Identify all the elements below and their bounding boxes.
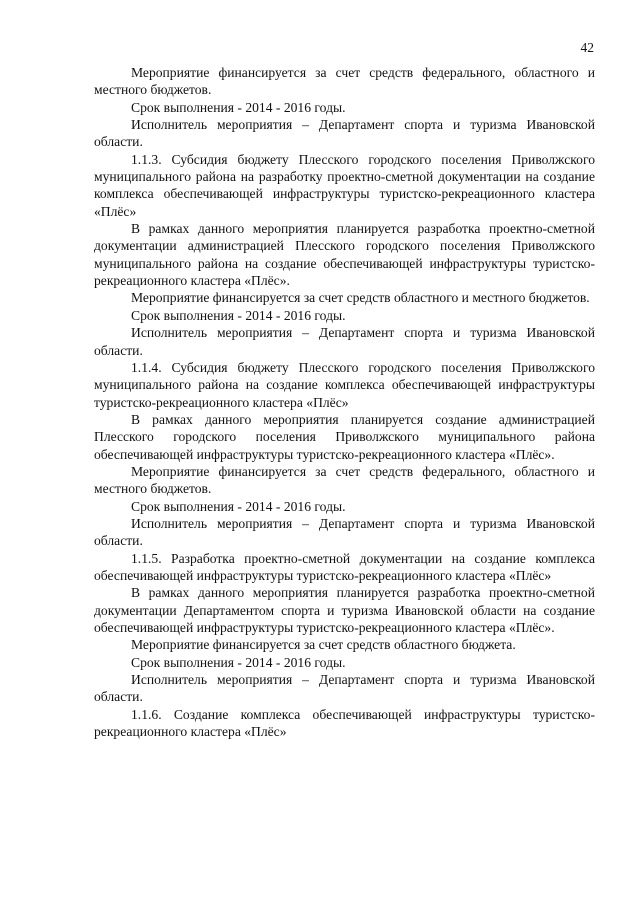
paragraph-item-1-1-5: 1.1.5. Разработка проектно-сметной документации на создание комплекса обеспечивающей инфраструктуры туристско-рекреационного кластера «Плёс» [94, 550, 595, 583]
page-number: 42 [580, 40, 594, 55]
paragraph-executor-2: Исполнитель мероприятия – Департамент спорта и туризма Ивановской области. [94, 325, 595, 358]
paragraph-description-1-1-3: В рамках данного мероприятия планируется разработка проектно-сметной документации администрацией Плесского городского поселения Приволжского муниципального района на создание обеспечивающей инфраструктуры туристско-рекреационного кластера «Плёс». [94, 221, 595, 289]
paragraph-description-1-1-4: В рамках данного мероприятия планируется создание администрацией Плесского городского поселения Приволжского муниципального района обеспечивающей инфраструктуры туристско-рекреационного кластера «Плёс». [94, 411, 595, 462]
paragraph-term-4: Срок выполнения - 2014 - 2016 годы. [131, 654, 346, 670]
paragraph-item-1-1-6: 1.1.6. Создание комплекса обеспечивающей инфраструктуры туристско-рекреационного кластера «Плёс» [94, 706, 595, 740]
paragraph-term-2: Срок выполнения - 2014 - 2016 годы. [131, 307, 346, 323]
paragraph-funding-3: Мероприятие финансируется за счет средств федерального, областного и местного бюджетов. [94, 463, 595, 497]
paragraph-funding-2: Мероприятие финансируется за счет средств областного и местного бюджетов. [131, 290, 590, 306]
paragraph-executor-3: Исполнитель мероприятия – Департамент спорта и туризма Ивановской области. [94, 515, 595, 549]
paragraph-item-1-1-3: 1.1.3. Субсидия бюджету Плесского городского поселения Приволжского муниципального района на разработку проектно-сметной документации на создание комплекса обеспечивающей инфраструктуры туристско-рекреационного кластера «Плёс» [94, 151, 595, 219]
paragraph-term-3: Срок выполнения - 2014 - 2016 годы. [131, 498, 346, 514]
paragraph-executor-1: Исполнитель мероприятия – Департамент спорта и туризма Ивановской области. [94, 117, 595, 150]
paragraph-funding-1: Мероприятие финансируется за счет средств федерального, областного и местного бюджетов. [94, 65, 595, 98]
paragraph-term-1: Срок выполнения - 2014 - 2016 годы. [131, 99, 346, 115]
paragraph-executor-4: Исполнитель мероприятия – Департамент спорта и туризма Ивановской области. [94, 672, 595, 705]
paragraph-item-1-1-4: 1.1.4. Субсидия бюджету Плесского городского поселения Приволжского муниципального района на создание комплекса обеспечивающей инфраструктуры туристско-рекреационного кластера «Плёс» [94, 359, 595, 410]
document-body [94, 64, 595, 740]
paragraph-funding-4: Мероприятие финансируется за счет средств областного бюджета. [131, 637, 516, 653]
paragraph-description-1-1-5: В рамках данного мероприятия планируется разработка проектно-сметной документации Департаментом спорта и туризма Ивановской области на создание обеспечивающей инфраструктуры туристско-рекреационного кластера «Плёс». [94, 585, 595, 635]
